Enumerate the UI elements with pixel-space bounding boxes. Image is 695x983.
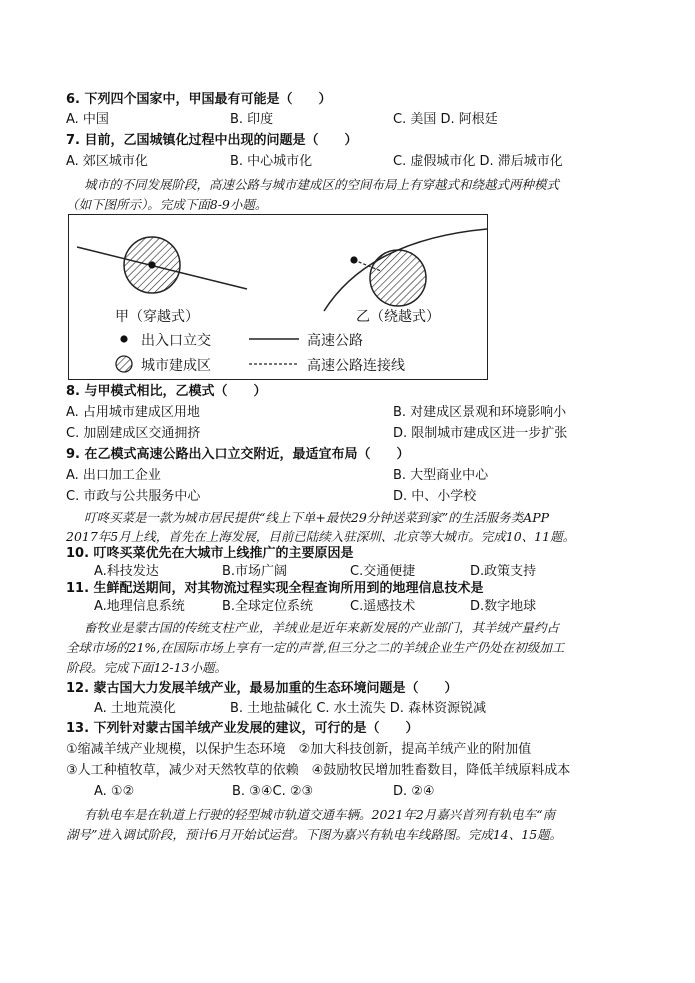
yi-urban-area: [370, 250, 426, 306]
q10-stem: 10. 叮咚买菜优先在大城市上线推广的主要原因是: [66, 546, 354, 561]
q10-option-b: B.市场广阔: [222, 564, 288, 579]
q7-option-b: B. 中心城市化: [230, 154, 313, 169]
q7-stem: 7. 目前，乙国城镇化过程中出现的问题是（ ）: [66, 133, 358, 148]
q8-stem: 8. 与甲模式相比，乙模式（ ）: [66, 384, 267, 399]
q10-option-a: A.科技发达: [94, 564, 159, 579]
passage3-line1: 畜牧业是蒙古国的传统支柱产业，羊绒业是近年来新发展的产业部门，其羊绒产量约占: [84, 620, 560, 635]
q8-option-b: B. 对建成区景观和环境影响小: [393, 405, 567, 420]
q13-option-bc: B. ③④C. ②③: [232, 784, 314, 799]
figure-drawing: [69, 215, 489, 381]
jia-interchange: [148, 261, 155, 268]
q12-option-bcd: B. 土地盐碱化 C. 水土流失 D. 森林资源锐减: [230, 701, 487, 716]
q13-statements-line1: ①缩减羊绒产业规模，以保护生态环境 ②加大科技创新，提高羊绒产业的附加值: [66, 742, 532, 757]
highway-layout-figure: [68, 214, 488, 380]
passage4-line2: 湖号”进入调试阶段，预计6月开始试运营。下图为嘉兴有轨电车线路图。完成14、15题。: [66, 827, 563, 842]
q8-option-c: C. 加剧建成区交通拥挤: [66, 426, 201, 441]
q6-option-cd: C. 美国 D. 阿根廷: [393, 112, 498, 127]
passage1-line1: 城市的不同发展阶段，高速公路与城市建成区的空间布局上有穿越式和绕越式两种模式: [84, 177, 560, 192]
q6-option-b: B. 印度: [230, 112, 274, 127]
q9-stem: 9. 在乙模式高速公路出入口立交附近，最适宜布局（ ）: [66, 447, 410, 462]
passage3-line2: 全球市场的21%,在国际市场上享有一定的声誉,但三分之二的羊绒企业生产仍处在初级加工: [66, 640, 565, 655]
q13-option-d: D. ②④: [393, 784, 435, 799]
legend-connector-label: 高速公路连接线: [307, 358, 405, 374]
figure-label-yi: 乙（绕越式）: [356, 309, 440, 325]
legend-urban-label: 城市建成区: [141, 358, 211, 374]
passage3-line3: 阶段。完成下面12-13小题。: [66, 660, 228, 675]
q6-option-a: A. 中国: [66, 112, 109, 127]
passage1-line2: （如下图所示）。完成下面8-9小题。: [66, 197, 268, 212]
legend-highway-label: 高速公路: [307, 333, 363, 349]
q10-option-c: C.交通便捷: [350, 564, 416, 579]
legend-interchange-symbol: [120, 335, 127, 342]
q10-option-d: D.政策支持: [470, 564, 537, 579]
q12-option-a: A. 土地荒漠化: [94, 701, 176, 716]
passage2-line1: 叮咚买菜是一款为城市居民提供“线上下单+最快29分钟送菜到家”的生活服务类APP: [84, 510, 550, 525]
passage2-line2: 2017年5月上线，首先在上海发展，目前已陆续入驻深圳、北京等大城市。完成10、11题。: [66, 529, 576, 544]
legend-interchange-label: 出入口立交: [141, 333, 211, 349]
q11-option-d: D.数字地球: [470, 599, 537, 614]
q11-option-a: A.地理信息系统: [94, 599, 185, 614]
q11-option-c: C.遥感技术: [350, 599, 416, 614]
q9-option-a: A. 出口加工企业: [66, 468, 161, 483]
q8-option-a: A. 占用城市建成区用地: [66, 405, 200, 420]
passage4-line1: 有轨电车是在轨道上行驶的轻型城市轨道交通车辆。2021年2月嘉兴首列有轨电车“南: [84, 807, 556, 822]
q13-statements-line2: ③人工种植牧草，减少对天然牧草的依赖 ④鼓励牧民增加牲畜数目，降低羊绒原料成本: [66, 763, 571, 778]
q11-stem: 11. 生鲜配送期间，对其物流过程实现全程查询所用到的地理信息技术是: [66, 581, 484, 596]
q11-option-b: B.全球定位系统: [222, 599, 314, 614]
legend-urban-symbol: [116, 356, 132, 372]
q9-option-b: B. 大型商业中心: [393, 468, 489, 483]
q7-option-cd: C. 虚假城市化 D. 滞后城市化: [393, 154, 563, 169]
figure-label-jia: 甲（穿越式）: [115, 309, 199, 325]
q13-option-a: A. ①②: [94, 784, 135, 799]
yi-interchange: [350, 256, 357, 263]
q12-stem: 12. 蒙古国大力发展羊绒产业，最易加重的生态环境问题是（ ）: [66, 681, 458, 696]
q6-stem: 6. 下列四个国家中，甲国最有可能是（ ）: [66, 92, 332, 107]
q7-option-a: A. 郊区城市化: [66, 154, 148, 169]
q13-stem: 13. 下列针对蒙古国羊绒产业发展的建议，可行的是（ ）: [66, 721, 419, 736]
q9-option-d: D. 中、小学校: [393, 489, 477, 504]
q9-option-c: C. 市政与公共服务中心: [66, 489, 201, 504]
q8-option-d: D. 限制城市建成区进一步扩张: [393, 426, 568, 441]
